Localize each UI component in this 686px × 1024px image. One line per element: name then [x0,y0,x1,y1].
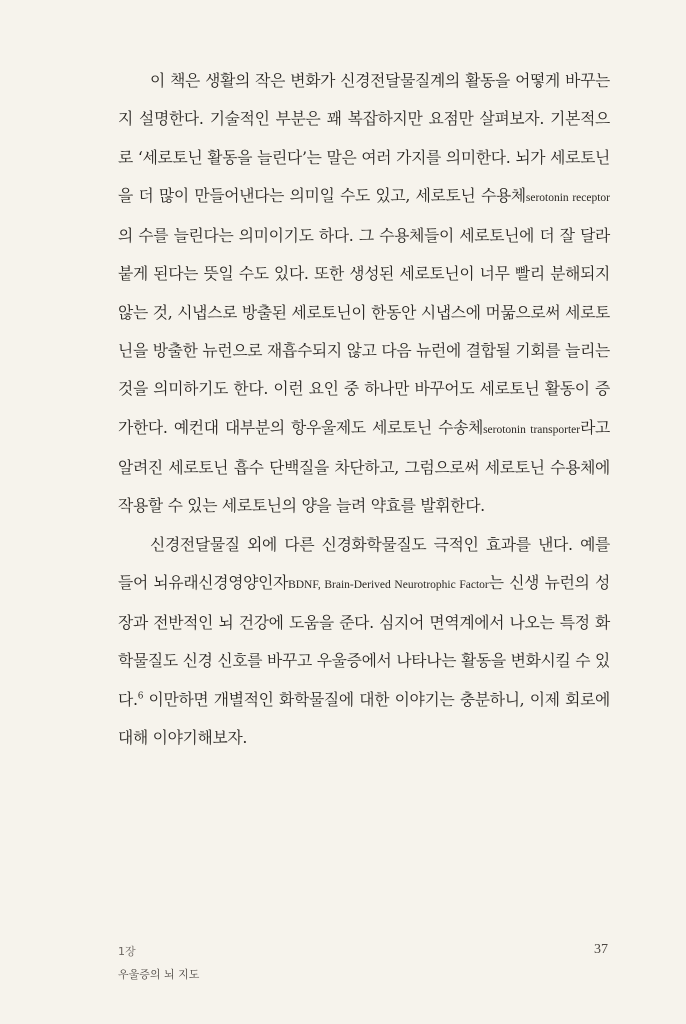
paragraph-2-text-3: 이만하면 개별적인 화학물질에 대한 이야기는 충분하니, 이제 회로에 대해 이야기해보자. [118,689,610,748]
book-title: 우울증의 뇌 지도 [118,968,200,981]
running-footer [118,944,199,984]
gloss-bdnf: BDNF, Brain-Derived Neurotrophic Factor [288,578,489,591]
paragraph-1-text-1: 이 책은 생활의 작은 변화가 신경전달물질계의 활동을 어떻게 바꾸는지 설명한다. 기술적인 부분은 꽤 복잡하지만 요점만 살펴보자. 기본적으로 ‘세로토닌 활동을 늘린다’는 말은 여러 가지를 의미한다. 뇌가 세로토닌을 더 많이 만들어낸다는 의미일 수도 있고, 세로토닌 수용체 [118,71,610,205]
gloss-serotonin-receptor: serotonin receptor [525,191,611,204]
chapter-label: 1장 [118,945,136,958]
footnote-reference[interactable]: 6 [137,691,144,702]
paragraph-1-text-2: 의 수를 늘린다는 의미이기도 하다. 그 수용체들이 세로토닌에 더 잘 달라붙게 된다는 뜻일 수도 있다. 또한 생성된 세로토닌이 너무 빨리 분해되지 않는 것, 시냅스로 방출된 세로토닌이 한동안 시냅스에 머묾으로써 세로토닌을 방출한 뉴런으로 재흡수되지 않고 다음 뉴런에 결합될 기회를 늘리는 것을 의미하기도 한다. 이런 요인 중 하나만 바꾸어도 세로토닌 활동이 증가한다. 예컨대 대부분의 항우울제도 세로토닌 수송체 [118,226,610,437]
gloss-serotonin-transporter: serotonin transporter [483,423,581,436]
body-text [118,62,610,757]
page-number: 37 [594,942,608,957]
paragraph-2 [118,526,610,758]
paragraph-1 [118,62,610,526]
paragraph-2-text-1: 신경전달물질 외에 다른 신경화학물질도 극적인 효과를 낸다. 예를 들어 뇌유래신경영양인자 [118,534,610,592]
paragraph-1-text-3: 라고 알려진 세로토닌 흡수 단백질을 차단하고, 그럼으로써 세로토닌 수용체에 작용할 수 있는 세로토닌의 양을 늘려 약효를 발휘한다. [118,417,610,516]
paragraph-2-text-2: 는 신생 뉴런의 성장과 전반적인 뇌 건강에 도움을 준다. 심지어 면역계에서 나오는 특정 화학물질도 신경 신호를 바꾸고 우울증에서 나타나는 활동을 변화시킬 수 있다. [118,572,610,709]
